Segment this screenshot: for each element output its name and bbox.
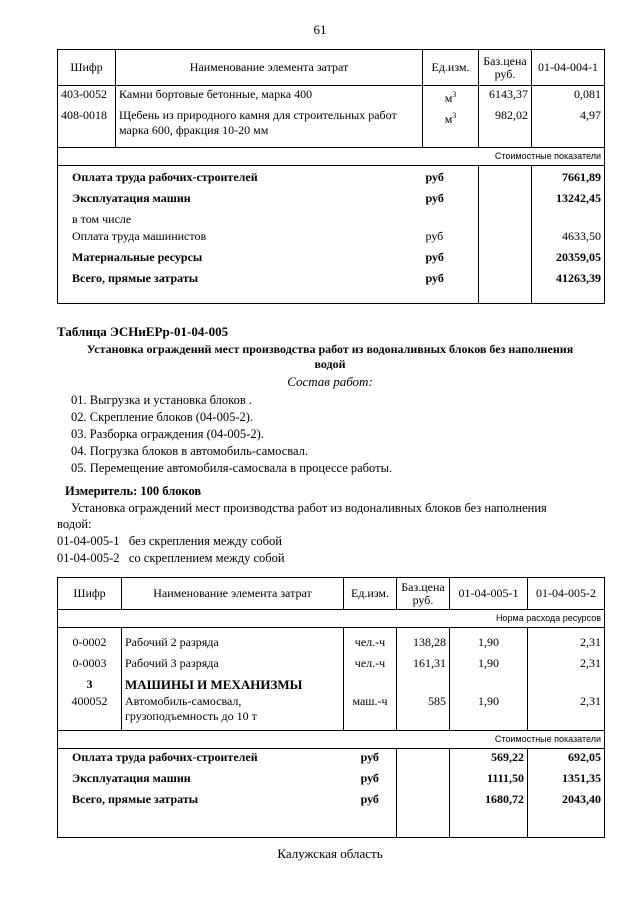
summary-row	[58, 270, 605, 291]
variant-text: без скрепления между собой	[128, 534, 282, 548]
cost-indicators-note-row	[58, 731, 605, 749]
row-unit: чел.-ч	[344, 655, 397, 676]
row-value-1: 1,90	[450, 693, 528, 725]
summary-row	[58, 211, 605, 228]
table-row	[58, 655, 605, 676]
table-row	[58, 107, 605, 139]
group-row	[58, 676, 605, 693]
cost-indicators-note: Стоимостные показатели	[58, 147, 605, 165]
header-price: Баз.цена руб.	[397, 578, 450, 610]
row-name: Щебень из природного камня для строительных работ марка 600, фракция 10-20 мм	[116, 107, 423, 139]
list-item: 04. Погрузка блоков в автомобиль-самосвал.	[71, 444, 309, 458]
summary-unit: руб	[423, 249, 479, 270]
table-row	[58, 693, 605, 725]
header-price: Баз.цена руб.	[479, 50, 532, 86]
row-unit: $м^3$	[423, 86, 479, 108]
cost-indicators-note: Стоимостные показатели	[58, 731, 605, 749]
row-value-2: 2,31	[528, 634, 605, 655]
summary-value-1: 4633,50	[532, 228, 605, 249]
summary-unit: руб	[344, 770, 397, 791]
row-code: 0-0002	[58, 634, 122, 655]
summary-unit: руб	[344, 791, 397, 812]
header-norm-1: 01-04-004-1	[532, 50, 605, 86]
row-name: Камни бортовые бетонные, марка 400	[116, 86, 423, 108]
summary-value-1: 1680,72	[450, 791, 528, 812]
table-row	[58, 634, 605, 655]
summary-row	[58, 249, 605, 270]
cost-table-1	[57, 49, 605, 304]
summary-unit: руб	[344, 749, 397, 770]
summary-row	[58, 169, 605, 190]
summary-value-1: 7661,89	[532, 169, 605, 190]
summary-row	[58, 791, 605, 812]
summary-row	[58, 190, 605, 211]
description-line-1: Установка ограждений мест производства работ из водоналивных блоков без наполнения	[71, 501, 547, 515]
group-code: 3	[58, 676, 122, 693]
row-price: 982,02	[479, 107, 532, 139]
group-name: МАШИНЫ И МЕХАНИЗМЫ	[122, 676, 344, 693]
summary-unit: руб	[423, 190, 479, 211]
variant-2	[57, 550, 285, 567]
cost-indicators-note-row	[58, 147, 605, 165]
section-heading: Установка ограждений мест производства работ из водоналивных блоков без наполнения водой	[86, 342, 574, 371]
variant-code: 01-04-005-2	[57, 551, 120, 565]
norm-note: Норма расхода ресурсов	[58, 610, 605, 628]
header-name: Наименование элемента затрат	[116, 50, 423, 86]
variant-1	[57, 533, 282, 550]
summary-value-2: 1351,35	[528, 770, 605, 791]
summary-value-1: 1111,50	[450, 770, 528, 791]
list-item: 03. Разборка ограждения (04-005-2).	[71, 427, 264, 441]
row-value-1: 1,90	[450, 634, 528, 655]
summary-row	[58, 228, 605, 249]
summary-value-1: 569,22	[450, 749, 528, 770]
summary-value-1: 13242,45	[532, 190, 605, 211]
summary-label: Всего, прямые затраты	[58, 270, 423, 291]
header-norm-2: 01-04-005-2	[528, 578, 605, 610]
row-value-2: 2,31	[528, 655, 605, 676]
variant-code: 01-04-005-1	[57, 534, 120, 548]
summary-label: Оплата труда рабочих-строителей	[58, 749, 344, 770]
variant-text: со скреплением между собой	[128, 551, 285, 565]
row-price: 138,28	[397, 634, 450, 655]
row-value-1: 1,90	[450, 655, 528, 676]
row-unit: чел.-ч	[344, 634, 397, 655]
summary-row	[58, 749, 605, 770]
row-code: 403-0052	[58, 86, 116, 108]
list-item: 02. Скрепление блоков (04-005-2).	[71, 410, 254, 424]
summary-label: Оплата труда рабочих-строителей	[58, 169, 423, 190]
summary-unit: руб	[423, 169, 479, 190]
row-name: Рабочий 2 разряда	[122, 634, 344, 655]
summary-value-1: 20359,05	[532, 249, 605, 270]
list-item: 01. Выгрузка и установка блоков .	[71, 393, 252, 407]
row-value-1: 0,081	[532, 86, 605, 108]
table-row	[58, 86, 605, 108]
header-norm-1: 01-04-005-1	[450, 578, 528, 610]
row-value-1: 4,97	[532, 107, 605, 139]
header-code: Шифр	[58, 578, 122, 610]
list-item: 05. Перемещение автомобиля-самосвала в процессе работы.	[71, 461, 393, 475]
summary-label: Всего, прямые затраты	[58, 791, 344, 812]
row-price: 161,31	[397, 655, 450, 676]
summary-label: Эксплуатация машин	[58, 190, 423, 211]
summary-unit: руб	[423, 270, 479, 291]
summary-value-2: 692,05	[528, 749, 605, 770]
summary-label: Эксплуатация машин	[58, 770, 344, 791]
row-name: Рабочий 3 разряда	[122, 655, 344, 676]
page-footer: Калужская область	[277, 846, 383, 861]
summary-row	[58, 770, 605, 791]
summary-unit: руб	[423, 228, 479, 249]
row-unit: $м^3$	[423, 107, 479, 139]
works-list	[71, 392, 392, 477]
composition-title: Состав работ:	[287, 374, 373, 389]
header-unit: Ед.изм.	[344, 578, 397, 610]
header-code: Шифр	[58, 50, 116, 86]
row-code: 408-0018	[58, 107, 116, 139]
norm-note-row	[58, 610, 605, 628]
table-header	[58, 50, 605, 86]
meter: Измеритель: 100 блоков	[65, 484, 202, 498]
table-header	[58, 578, 605, 610]
row-price: 585	[397, 693, 450, 725]
description-line-2: водой:	[57, 517, 92, 531]
summary-value-1: 41263,39	[532, 270, 605, 291]
row-code: 400052	[58, 693, 122, 725]
summary-value-2: 2043,40	[528, 791, 605, 812]
header-name: Наименование элемента затрат	[122, 578, 344, 610]
row-name: Автомобиль-самосвал, грузоподъемность до 10 т	[122, 693, 344, 725]
table-title: Таблица ЭСНиЕРр-01-04-005	[57, 324, 229, 339]
row-code: 0-0003	[58, 655, 122, 676]
summary-label: в том числе	[58, 211, 423, 228]
cost-table-2	[57, 577, 605, 838]
row-value-2: 2,31	[528, 693, 605, 725]
row-unit: маш.-ч	[344, 693, 397, 725]
summary-label: Материальные ресурсы	[58, 249, 423, 270]
header-unit: Ед.изм.	[423, 50, 479, 86]
summary-label: Оплата труда машинистов	[58, 228, 423, 249]
row-price: 6143,37	[479, 86, 532, 108]
page-number: 61	[313, 22, 327, 37]
